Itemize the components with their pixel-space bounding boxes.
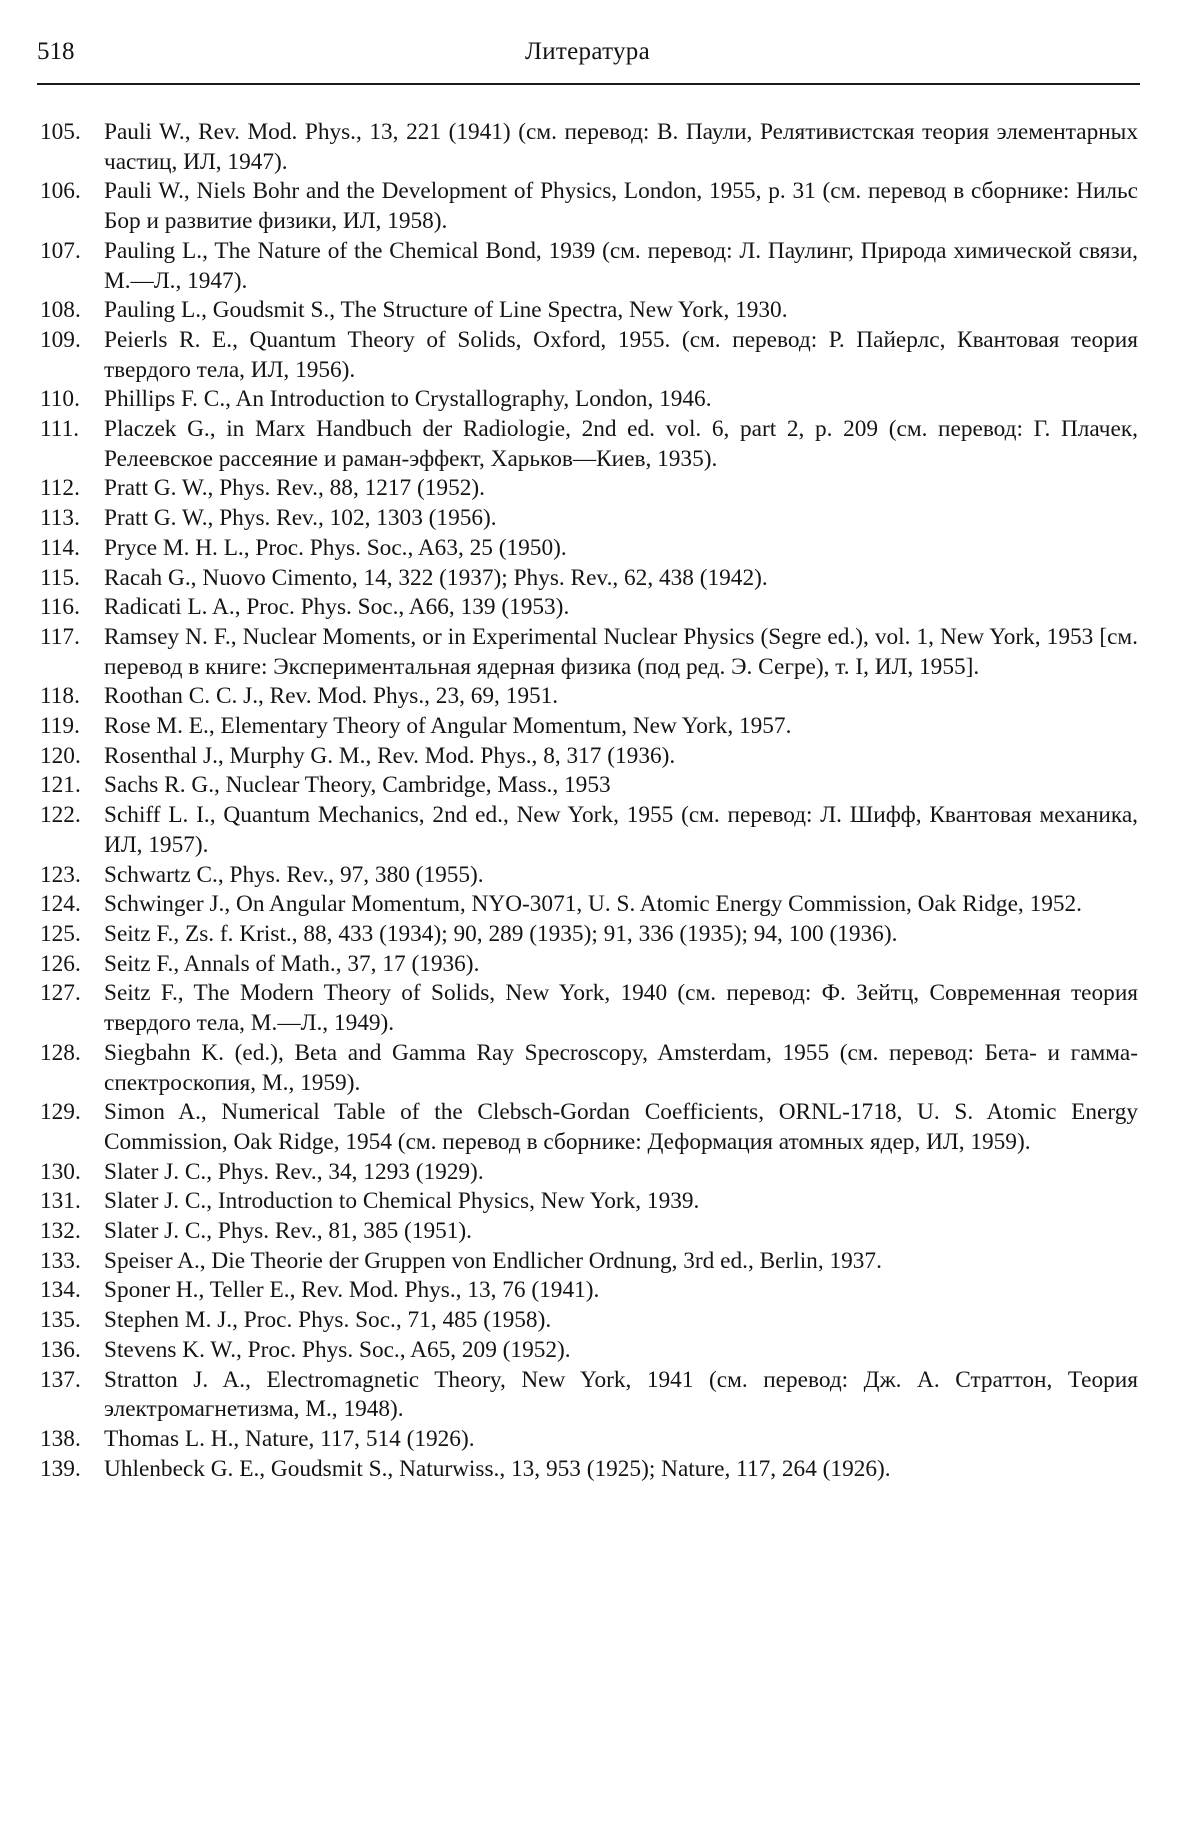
reference-number: 132.	[40, 1218, 81, 1245]
reference-number: 126.	[40, 950, 81, 977]
reference-number: 129.	[40, 1099, 81, 1126]
reference-entry	[40, 801, 1138, 860]
reference-text: Radicati L. A., Proc. Phys. Soc., A66, 139 (1953).	[104, 594, 570, 621]
reference-text: Slater J. C., Introduction to Chemical Physics, New York, 1939.	[104, 1188, 700, 1215]
reference-text: Roothan C. C. J., Rev. Mod. Phys., 23, 69, 1951.	[104, 683, 559, 710]
reference-entry	[40, 385, 1138, 415]
reference-number: 127.	[40, 980, 81, 1007]
reference-entry	[40, 474, 1138, 504]
reference-number: 137.	[40, 1366, 81, 1393]
reference-number: 110.	[40, 386, 80, 413]
reference-text: Speiser A., Die Theorie der Gruppen von Endlicher Ordnung, 3rd ed., Berlin, 1937.	[104, 1247, 882, 1274]
reference-number: 123.	[40, 861, 81, 888]
reference-entry	[40, 979, 1138, 1038]
reference-text: Pauli W., Niels Bohr and the Development of Physics, London, 1955, p. 31 (см. перевод в сборнике: Нильс Бор и развитие физики, ИЛ, 1958).	[104, 178, 1138, 235]
reference-text: Racah G., Nuovo Cimento, 14, 322 (1937); Phys. Rev., 62, 438 (1942).	[104, 564, 768, 591]
reference-text: Simon A., Numerical Table of the Clebsch-Gordan Coefficients, ORNL-1718, U. S. Atomic Energy Commission, Oak Ridge, 1954 (см. перевод в сборнике: Деформация атомных ядер, ИЛ, 1959).	[104, 1099, 1138, 1155]
reference-number: 106.	[40, 178, 81, 205]
reference-entry	[40, 534, 1138, 564]
reference-entry	[40, 177, 1138, 236]
reference-text: Stevens K. W., Proc. Phys. Soc., A65, 209 (1952).	[104, 1336, 571, 1363]
reference-number: 125.	[40, 920, 81, 947]
reference-number: 108.	[40, 297, 81, 324]
reference-entry	[40, 742, 1138, 772]
reference-number: 122.	[40, 802, 81, 829]
reference-text: Sponer H., Teller E., Rev. Mod. Phys., 13, 76 (1941).	[104, 1277, 600, 1304]
reference-entry	[40, 1217, 1138, 1247]
reference-number: 105.	[40, 119, 81, 145]
reference-text: Thomas L. H., Nature, 117, 514 (1926).	[104, 1425, 475, 1452]
reference-text: Rose M. E., Elementary Theory of Angular Momentum, New York, 1957.	[104, 713, 792, 740]
reference-number: 112.	[40, 475, 80, 502]
reference-entry	[40, 890, 1138, 920]
reference-number: 139.	[40, 1455, 81, 1482]
reference-text: Schiff L. I., Quantum Mechanics, 2nd ed., New York, 1955 (см. перевод: Л. Шифф, Квантовая механика, ИЛ, 1957).	[104, 802, 1138, 858]
reference-number: 124.	[40, 891, 81, 918]
reference-entry	[40, 237, 1138, 296]
reference-number: 136.	[40, 1336, 81, 1363]
running-title: Литература	[525, 38, 650, 65]
reference-text: Stephen M. J., Proc. Phys. Soc., 71, 485 (1958).	[104, 1307, 552, 1334]
reference-text: Schwinger J., On Angular Momentum, NYO-3071, U. S. Atomic Energy Commission, Oak Ridge, 1952.	[104, 891, 1082, 918]
reference-text: Siegbahn K. (ed.), Beta and Gamma Ray Specroscopy, Amsterdam, 1955 (см. перевод: Бета- и гамма-спектроскопия, М., 1959).	[104, 1039, 1138, 1096]
reference-text: Phillips F. C., An Introduction to Crystallography, London, 1946.	[104, 386, 712, 413]
reference-entry	[40, 296, 1138, 326]
reference-entry	[40, 564, 1138, 594]
reference-text: Pratt G. W., Phys. Rev., 88, 1217 (1952).	[104, 475, 485, 502]
reference-entry	[40, 593, 1138, 623]
reference-entry	[40, 1187, 1138, 1217]
reference-text: Ramsey N. F., Nuclear Moments, or in Experimental Nuclear Physics (Segre ed.), vol. 1, New York, 1953 [см. перевод в книге: Экспериментальная ядерная физика (под ред. Э. Сегре), т. I, ИЛ, 1955].	[104, 623, 1138, 680]
reference-entry	[40, 1455, 1138, 1485]
reference-list	[40, 118, 1138, 1484]
reference-text: Slater J. C., Phys. Rev., 81, 385 (1951).	[104, 1218, 472, 1245]
reference-entry	[40, 1336, 1138, 1366]
reference-number: 135.	[40, 1307, 81, 1334]
reference-number: 117.	[40, 623, 80, 650]
reference-entry	[40, 682, 1138, 712]
reference-number: 115.	[40, 564, 80, 591]
reference-entry	[40, 415, 1138, 474]
reference-number: 109.	[40, 326, 81, 353]
page-header	[37, 38, 1138, 78]
reference-entry	[40, 950, 1138, 980]
reference-entry	[40, 1158, 1138, 1188]
reference-number: 134.	[40, 1277, 81, 1304]
header-rule	[37, 83, 1140, 85]
reference-text: Placzek G., in Marx Handbuch der Radiologie, 2nd ed. vol. 6, part 2, p. 209 (см. перевод: Г. Плачек, Релеевское рассеяние и раман-эффект, Харьков—Киев, 1935).	[104, 416, 1138, 472]
reference-number: 128.	[40, 1039, 81, 1066]
reference-number: 116.	[40, 594, 80, 621]
reference-text: Seitz F., Zs. f. Krist., 88, 433 (1934); 90, 289 (1935); 91, 336 (1935); 94, 100 (1936).	[104, 920, 898, 947]
reference-entry	[40, 1098, 1138, 1157]
reference-entry	[40, 504, 1138, 534]
reference-entry	[40, 1039, 1138, 1098]
reference-text: Pryce M. H. L., Proc. Phys. Soc., A63, 25 (1950).	[104, 534, 567, 561]
reference-entry	[40, 1276, 1138, 1306]
reference-entry	[40, 1366, 1138, 1425]
reference-number: 111.	[40, 416, 80, 443]
reference-number: 118.	[40, 683, 80, 710]
reference-number: 120.	[40, 742, 81, 769]
reference-entry	[40, 1306, 1138, 1336]
reference-text: Rosenthal J., Murphy G. M., Rev. Mod. Phys., 8, 317 (1936).	[104, 742, 676, 769]
reference-text: Pauling L., The Nature of the Chemical Bond, 1939 (см. перевод: Л. Паулинг, Природа химической связи, М.—Л., 1947).	[104, 237, 1138, 294]
reference-entry	[40, 118, 1138, 177]
reference-number: 121.	[40, 772, 81, 799]
reference-number: 119.	[40, 713, 80, 740]
reference-number: 138.	[40, 1425, 81, 1452]
reference-text: Schwartz C., Phys. Rev., 97, 380 (1955).	[104, 861, 484, 888]
reference-text: Uhlenbeck G. E., Goudsmit S., Naturwiss., 13, 953 (1925); Nature, 117, 264 (1926).	[104, 1455, 891, 1482]
reference-number: 133.	[40, 1247, 81, 1274]
reference-number: 113.	[40, 505, 80, 532]
reference-entry	[40, 771, 1138, 801]
reference-text: Seitz F., Annals of Math., 37, 17 (1936).	[104, 950, 480, 977]
reference-entry	[40, 861, 1138, 891]
reference-entry	[40, 712, 1138, 742]
reference-entry	[40, 623, 1138, 682]
reference-text: Pauling L., Goudsmit S., The Structure of Line Spectra, New York, 1930.	[104, 297, 788, 324]
reference-entry	[40, 1247, 1138, 1277]
page-number: 518	[37, 38, 75, 65]
reference-text: Sachs R. G., Nuclear Theory, Cambridge, Mass., 1953	[104, 772, 611, 799]
reference-text: Pauli W., Rev. Mod. Phys., 13, 221 (1941) (см. перевод: В. Паули, Релятивистская теория элементарных частиц, ИЛ, 1947).	[104, 119, 1138, 175]
reference-entry	[40, 1425, 1138, 1455]
reference-number: 131.	[40, 1188, 81, 1215]
reference-entry	[40, 920, 1138, 950]
reference-text: Stratton J. A., Electromagnetic Theory, New York, 1941 (см. перевод: Дж. А. Страттон, Теория электромагнетизма, М., 1948).	[104, 1366, 1138, 1423]
reference-entry	[40, 326, 1138, 385]
reference-text: Slater J. C., Phys. Rev., 34, 1293 (1929).	[104, 1158, 484, 1185]
reference-text: Peierls R. E., Quantum Theory of Solids, Oxford, 1955. (см. перевод: Р. Пайерлс, Квантовая теория твердого тела, ИЛ, 1956).	[104, 326, 1138, 383]
reference-text: Pratt G. W., Phys. Rev., 102, 1303 (1956).	[104, 505, 497, 532]
reference-number: 114.	[40, 534, 80, 561]
reference-text: Seitz F., The Modern Theory of Solids, New York, 1940 (см. перевод: Ф. Зейтц, Современная теория твердого тела, М.—Л., 1949).	[104, 980, 1138, 1037]
reference-number: 107.	[40, 237, 81, 264]
reference-number: 130.	[40, 1158, 81, 1185]
